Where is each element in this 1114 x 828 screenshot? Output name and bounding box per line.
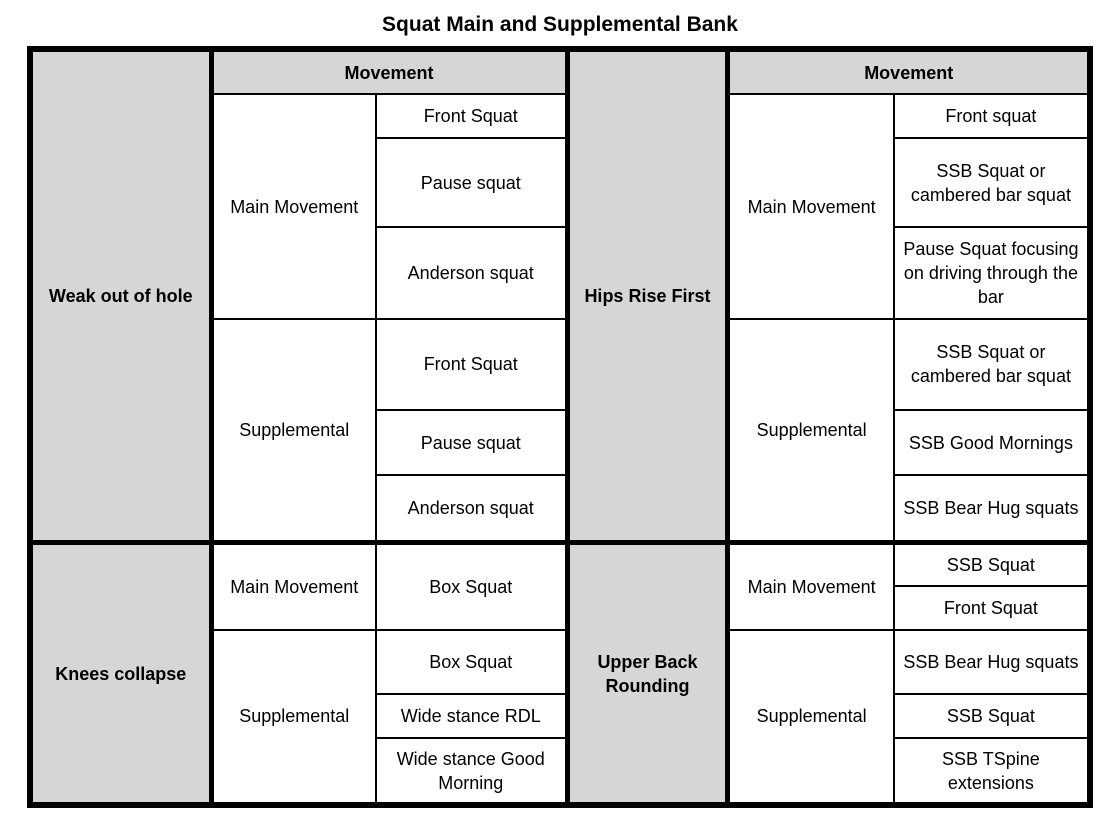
movement-cell: SSB Squat [894, 694, 1090, 738]
category-supplemental: Supplemental [211, 630, 376, 805]
category-main-movement: Main Movement [728, 94, 894, 319]
movement-cell: Front squat [894, 94, 1090, 137]
movement-cell: Pause squat [376, 410, 567, 476]
page-title: Squat Main and Supplemental Bank [382, 13, 738, 36]
category-supplemental: Supplemental [728, 319, 894, 543]
category-supplemental: Supplemental [728, 630, 894, 805]
movement-header-right: Movement [728, 49, 1090, 94]
movement-cell: SSB Squat or cambered bar squat [894, 319, 1090, 410]
squat-bank-table [27, 46, 1093, 808]
movement-cell: SSB Good Mornings [894, 410, 1090, 476]
category-supplemental: Supplemental [211, 319, 376, 543]
movement-cell: Front Squat [376, 94, 567, 137]
weakness-weak-out-of-hole: Weak out of hole [30, 49, 211, 543]
movement-cell: Wide stance RDL [376, 694, 567, 738]
category-main-movement: Main Movement [211, 94, 376, 319]
movement-header-left: Movement [211, 49, 567, 94]
category-main-movement: Main Movement [728, 543, 894, 630]
movement-cell: SSB Bear Hug squats [894, 630, 1090, 695]
movement-cell: Pause Squat focusing on driving through the bar [894, 227, 1090, 319]
movement-cell: SSB Bear Hug squats [894, 475, 1090, 543]
movement-cell: SSB Squat [894, 543, 1090, 586]
movement-cell: Front Squat [894, 586, 1090, 629]
movement-cell: Anderson squat [376, 227, 567, 319]
movement-cell: SSB TSpine extensions [894, 738, 1090, 805]
movement-cell: Box Squat [376, 630, 567, 695]
movement-cell: Front Squat [376, 319, 567, 410]
movement-cell: Wide stance Good Morning [376, 738, 567, 805]
weakness-knees-collapse: Knees collapse [30, 543, 211, 805]
table-row [30, 543, 1090, 586]
movement-cell: SSB Squat or cambered bar squat [894, 138, 1090, 228]
weakness-hips-rise-first: Hips Rise First [567, 49, 728, 543]
category-main-movement: Main Movement [211, 543, 376, 630]
movement-cell: Box Squat [376, 543, 567, 630]
movement-cell: Pause squat [376, 138, 567, 228]
movement-cell: Anderson squat [376, 475, 567, 543]
header-row [30, 49, 1090, 94]
weakness-upper-back-rounding: Upper Back Rounding [567, 543, 728, 805]
